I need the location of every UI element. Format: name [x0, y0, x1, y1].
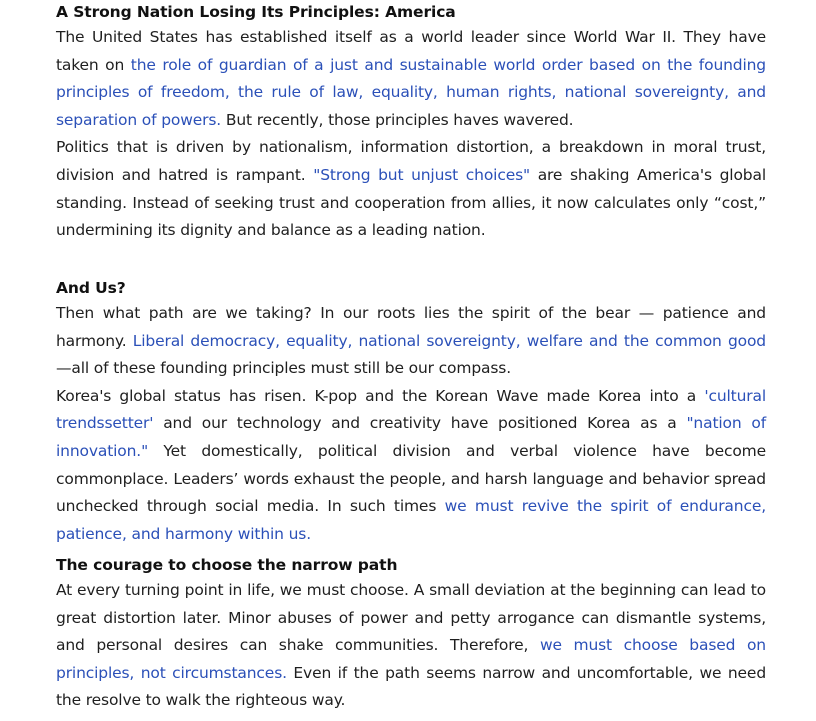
section-america — [56, 2, 766, 245]
paragraph — [56, 24, 766, 134]
highlighted-text-run: "Strong but unjust choices" — [313, 165, 530, 184]
text-run: But recently, those principles haves wavered. — [221, 110, 574, 129]
section-body — [56, 300, 766, 548]
text-run: Korea's global status has risen. K-pop and the Korean Wave made Korea into a — [56, 386, 705, 405]
text-run: Politics that is driven by nationalism, information distortion, a breakdown in moral trust, division and hatred is rampant. — [56, 138, 766, 184]
section-and-us — [56, 278, 766, 548]
paragraph — [56, 300, 766, 383]
section-heading: And Us? — [56, 279, 126, 297]
text-run: Even if the path seems narrow and uncomfortable, we need the resolve to walk the righteous way. — [56, 663, 767, 710]
paragraph — [56, 383, 766, 549]
paragraph — [56, 577, 766, 715]
highlighted-text-run: we must revive the spirit of endurance, patience, and harmony within us. — [56, 497, 766, 543]
text-run: The United States has established itself as a world leader since World War II. They have taken on — [56, 28, 766, 74]
text-run: are shaking America's global standing. Instead of seeking trust and cooperation from allies, it now calculates only “cost,” undermining its dignity and balance as a leading nation. — [56, 165, 766, 240]
paragraph — [56, 134, 766, 244]
text-run: Yet domestically, political division and verbal violence have become commonplace. Leaders’ words exhaust the people, and harsh language and behavior spread unchecked through social media. In such times — [56, 441, 766, 516]
text-run: At every turning point in life, we must choose. A small deviation at the beginning can lead to great distortion later. Minor abuses of power and petty arrogance can dismantle systems, and personal desires can shake communities. Therefore, — [56, 581, 766, 655]
text-run: —all of these founding principles must still be our compass. — [56, 359, 511, 378]
section-body — [56, 24, 766, 245]
highlighted-text-run: we must choose based on principles, not circumstances. — [56, 636, 766, 682]
section-heading: The courage to choose the narrow path — [56, 556, 398, 574]
section-heading: A Strong Nation Losing Its Principles: America — [56, 3, 456, 21]
section-narrow-path — [56, 555, 766, 715]
highlighted-text-run: the role of guardian of a just and sustainable world order based on the founding principles of freedom, the rule of law, equality, human rights, national sovereignty, and separation of powers. — [56, 55, 767, 129]
highlighted-text-run: "nation of innovation." — [56, 414, 766, 460]
highlighted-text-run: Liberal democracy, equality, national sovereignty, welfare and the common good — [132, 331, 766, 350]
highlighted-text-run: 'cultural trendssetter' — [56, 386, 766, 433]
text-run: Then what path are we taking? In our roots lies the spirit of the bear — patience and harmony. — [56, 304, 766, 350]
section-body — [56, 577, 766, 715]
text-run: and our technology and creativity have positioned Korea as a — [153, 414, 687, 433]
